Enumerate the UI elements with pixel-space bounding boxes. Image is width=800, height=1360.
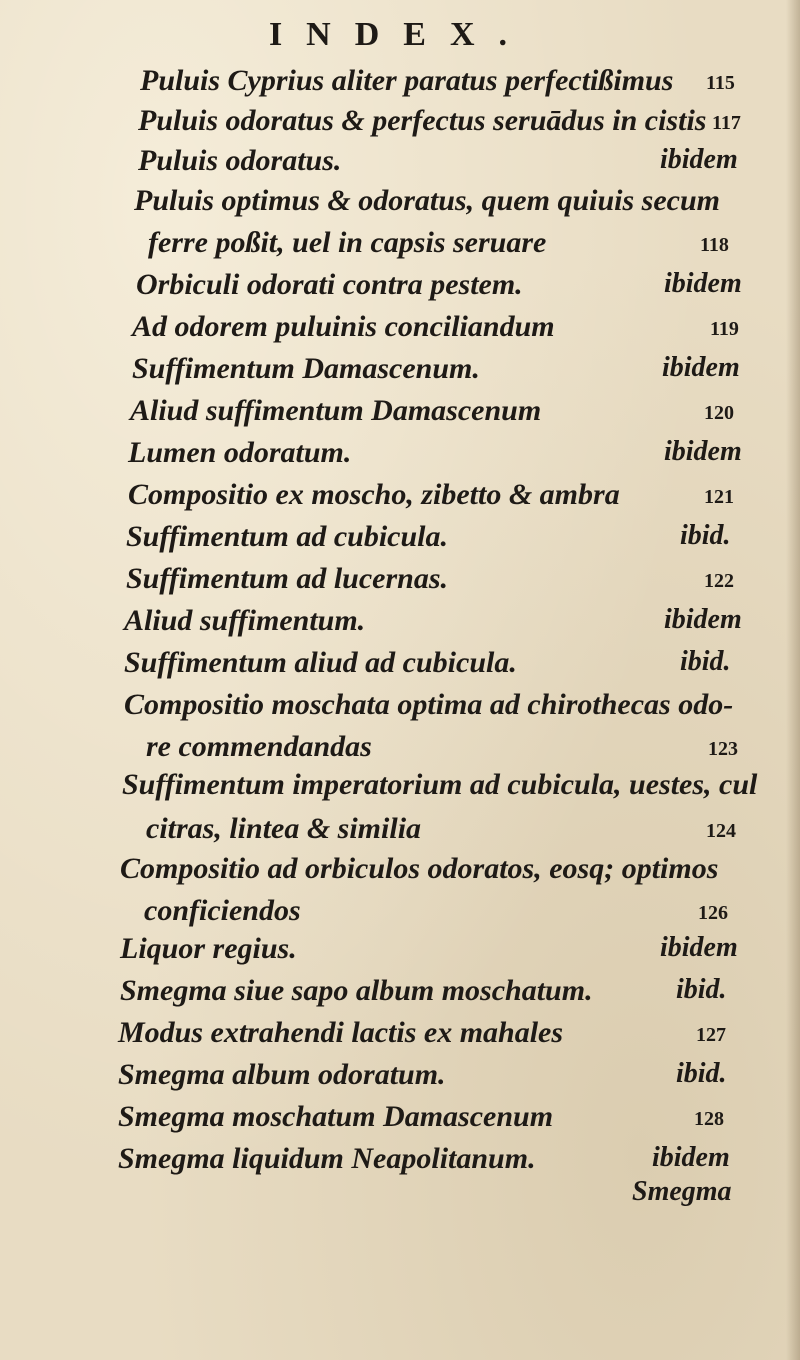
- entry-page-ref: 121: [704, 486, 734, 508]
- entry-page-ref: 128: [694, 1108, 724, 1130]
- index-entry: [0, 932, 800, 980]
- entry-page-ref: ibid.: [676, 1058, 727, 1089]
- index-entry: [0, 394, 800, 442]
- entry-title: Orbiculi odorati contra pestem.: [136, 268, 523, 301]
- entry-title: Smegma liquidum Neapolitanum.: [118, 1142, 536, 1175]
- entry-title: Suffimentum ad lucernas.: [126, 562, 449, 595]
- entry-page-ref: ibidem: [660, 932, 738, 963]
- index-entry: [0, 520, 800, 568]
- entry-title: Ad odorem puluinis conciliandum: [132, 310, 555, 343]
- entry-page-ref: ibidem: [664, 604, 742, 635]
- entry-page-ref: 126: [698, 902, 728, 924]
- index-entry: [0, 688, 800, 736]
- index-entry: [0, 1016, 800, 1064]
- page-header: INDEX.: [268, 16, 532, 53]
- entry-title: citras, lintea & similia: [146, 812, 422, 845]
- index-entry: [0, 478, 800, 526]
- catchword: Smegma: [632, 1176, 732, 1207]
- entry-title: Suffimentum imperatorium ad cubicula, uestes, cul: [122, 768, 758, 801]
- entry-page-ref: ibid.: [680, 646, 731, 677]
- entry-page-ref: ibid.: [680, 520, 731, 551]
- index-entry: [0, 768, 800, 816]
- page-edge-shadow: [786, 0, 800, 1360]
- entry-title: Puluis odoratus.: [138, 144, 342, 177]
- entry-page-ref: 117: [712, 112, 741, 134]
- entry-page-ref: 127: [696, 1024, 726, 1046]
- entry-page-ref: 123: [708, 738, 738, 760]
- index-entry: [0, 1058, 800, 1106]
- entry-page-ref: 115: [706, 72, 735, 94]
- entry-title: Modus extrahendi lactis ex mahales: [118, 1016, 564, 1049]
- entry-page-ref: 118: [700, 234, 729, 256]
- entry-page-ref: ibidem: [664, 268, 742, 299]
- entry-title: Aliud suffimentum.: [124, 604, 366, 637]
- entry-title: Smegma moschatum Damascenum: [118, 1100, 554, 1133]
- entry-page-ref: ibid.: [676, 974, 727, 1005]
- index-entry: [0, 184, 800, 232]
- entry-title: Compositio ex moscho, zibetto & ambra: [128, 478, 620, 511]
- entry-title: Lumen odoratum.: [128, 436, 352, 469]
- index-entry: [0, 310, 800, 358]
- entry-title: Suffimentum Damascenum.: [132, 352, 480, 385]
- entry-page-ref: ibidem: [652, 1142, 730, 1173]
- entry-page-ref: ibidem: [664, 436, 742, 467]
- entry-title: Aliud suffimentum Damascenum: [130, 394, 542, 427]
- entry-title: Compositio moschata optima ad chirothecas odo-: [124, 688, 734, 721]
- index-entry: [0, 646, 800, 694]
- entry-title: Compositio ad orbiculos odoratos, eosq; optimos: [120, 852, 719, 885]
- entry-page-ref: 124: [706, 820, 736, 842]
- entry-title: conficiendos: [144, 894, 301, 927]
- entry-title: ferre poßit, uel in capsis seruare: [148, 226, 547, 259]
- entry-title: Smegma siue sapo album moschatum.: [120, 974, 593, 1007]
- index-entry: [0, 604, 800, 652]
- index-entry: [0, 562, 800, 610]
- index-entry: [0, 436, 800, 484]
- index-entry: [0, 852, 800, 900]
- entry-title: Puluis optimus & odoratus, quem quiuis secum: [134, 184, 720, 217]
- entry-title: Suffimentum aliud ad cubicula.: [124, 646, 517, 679]
- entry-title: Suffimentum ad cubicula.: [126, 520, 449, 553]
- index-entry: [0, 974, 800, 1022]
- entry-title: Smegma album odoratum.: [118, 1058, 446, 1091]
- entry-page-ref: ibidem: [660, 144, 738, 175]
- entry-page-ref: 119: [710, 318, 739, 340]
- index-entry: [0, 1100, 800, 1148]
- entry-title: re commendandas: [146, 730, 372, 763]
- entry-page-ref: ibidem: [662, 352, 740, 383]
- index-entry: [0, 352, 800, 400]
- entry-page-ref: 120: [704, 402, 734, 424]
- index-entry: [0, 268, 800, 316]
- index-entry: [0, 226, 800, 274]
- entry-title: Puluis odoratus & perfectus seruādus in cistis: [138, 104, 707, 137]
- entry-page-ref: 122: [704, 570, 734, 592]
- entry-title: Liquor regius.: [120, 932, 297, 965]
- entry-title: Puluis Cyprius aliter paratus perfectißimus: [140, 64, 674, 97]
